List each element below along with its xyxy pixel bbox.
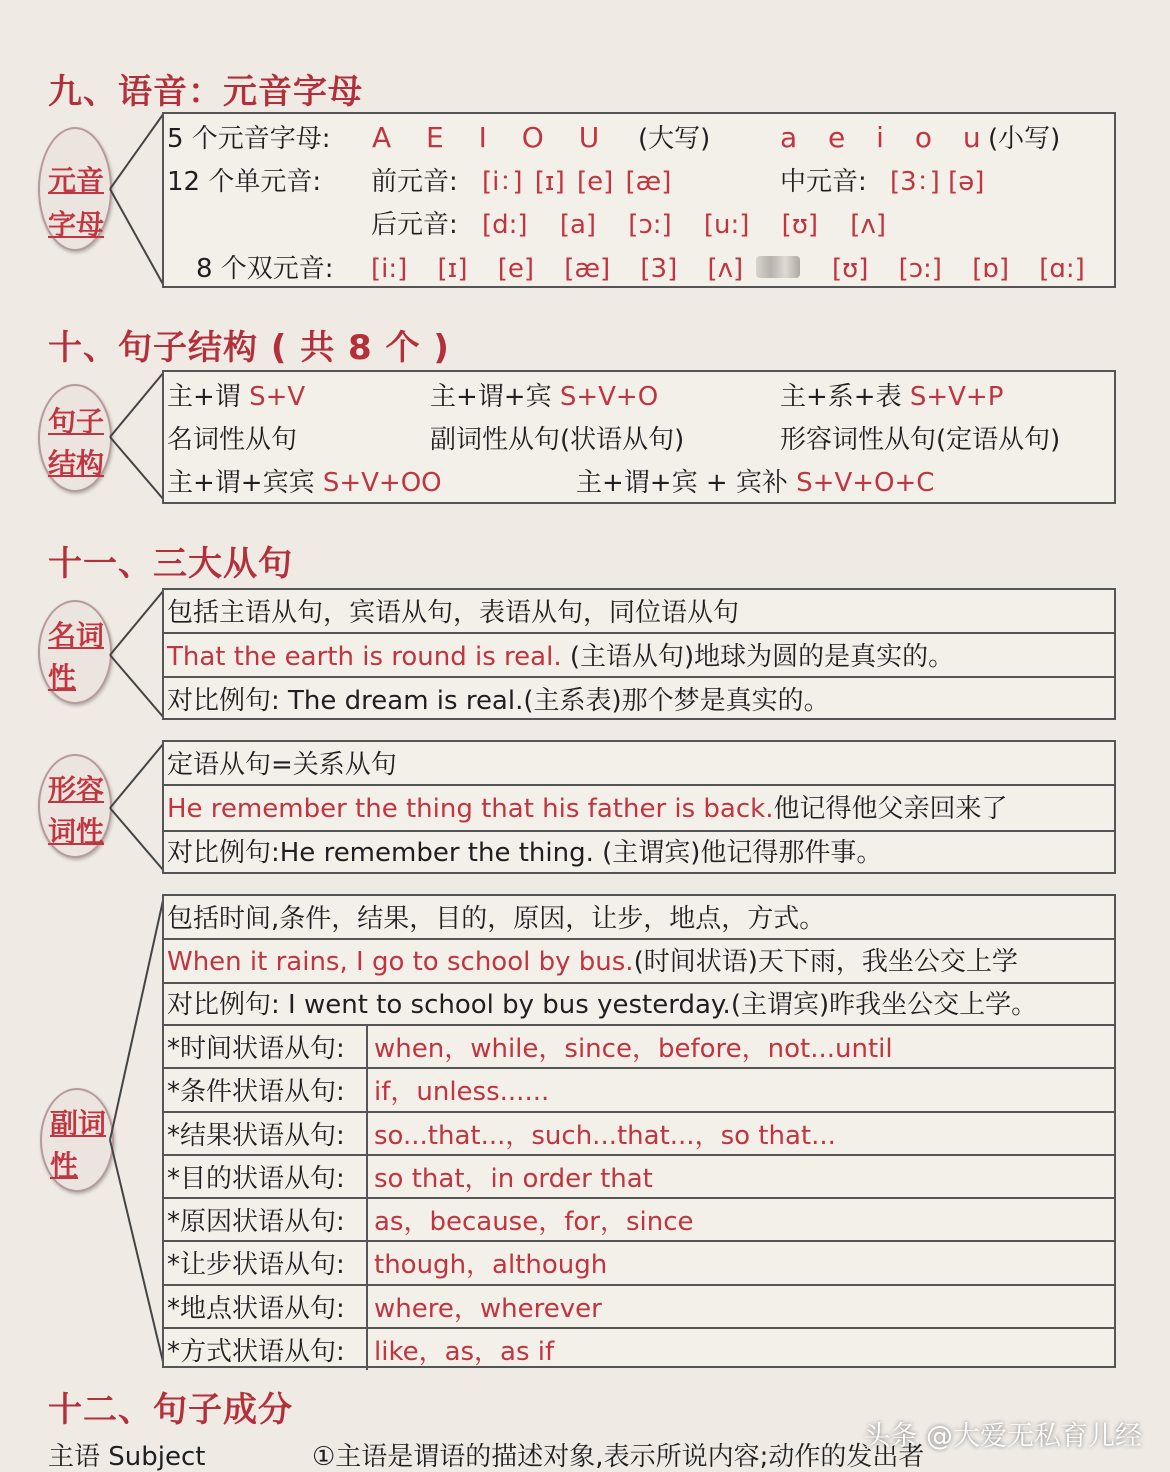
mid-vowel-label: 中元音: (780, 167, 867, 197)
conjunction-list: so...that...，such...that...，so that... (374, 1120, 836, 1151)
adverbial-clause-label: 副词性从句(状语从句) (430, 425, 685, 455)
column-divider (366, 1286, 368, 1327)
attributive-clause-label: 形容词性从句(定语从句) (780, 425, 1061, 455)
conjunction-list: when，while，since，before，not...until (374, 1034, 893, 1064)
adverbial-conjunction-table (164, 1024, 1114, 1366)
column-divider (366, 1242, 368, 1283)
adjective-clause-contrast: 对比例句:He remember the thing. (主谓宾)他记得那件事。 (167, 838, 883, 868)
row-divider (164, 632, 1114, 634)
bubble-sentence-structure (38, 384, 112, 492)
bubble-vowel-letters (38, 127, 112, 251)
sentence-structure-box (162, 370, 1116, 504)
table-row (164, 1240, 1114, 1283)
clause-type-label: *条件状语从句: (167, 1077, 345, 1108)
row-divider (164, 784, 1114, 786)
column-divider (366, 1113, 368, 1154)
adverbial-clause-box (162, 894, 1116, 1368)
formula-svo: S+V+O (559, 382, 659, 412)
bubble-text: 性 (48, 661, 77, 694)
adjective-clause-def: 定语从句=关系从句 (167, 750, 397, 780)
pattern-svo: 主+谓+宾 (430, 382, 552, 412)
back-vowel-label: 后元音: (371, 210, 458, 240)
conjunction-list: as，because，for，since (374, 1207, 694, 1237)
noun-clause-contrast: 对比例句: The dream is real.(主系表)那个梦是真实的。 (167, 686, 830, 716)
subject-label: 主语 Subject (48, 1442, 206, 1472)
bubble-text: 结构 (48, 447, 105, 480)
mid-vowels: [3：] [ə] (890, 167, 985, 197)
section-9-title: 九、语音：元音字母 (48, 72, 363, 112)
adjective-clause-example-en: He remember the thing that his father is back. (167, 794, 774, 824)
back-vowels: [d:] [a] [ɔ:] [u:] [ʊ] [ʌ] (482, 210, 886, 240)
adjective-clause-example-cn: 他记得他父亲回来了 (773, 794, 1008, 824)
row-divider (164, 676, 1114, 678)
noun-clause-example-cn: (主语从句)地球为圆的是真实的。 (561, 642, 955, 672)
adverbial-clause-example-en: When it rains, I go to school by bus. (167, 947, 634, 977)
diphthongs-2: [ʊ] [ɔ:] [ɒ] [ɑ:] (832, 254, 1085, 284)
column-divider (366, 1329, 368, 1370)
pattern-svp: 主+系+表 (780, 382, 902, 412)
conjunction-list: where，wherever (374, 1293, 602, 1324)
adverbial-clause-example-cn: (时间状语)天下雨，我坐公交上学 (633, 947, 1018, 977)
diphthongs: [i:] [ɪ] [e] [æ] [3] [ʌ] (371, 254, 744, 284)
table-row (164, 1197, 1114, 1240)
bubble-text: 句子 (48, 405, 105, 438)
clause-type-label: *方式状语从句: (167, 1336, 345, 1367)
formula-svoo: S+V+OO (322, 468, 442, 498)
pattern-svoc: 主+谓+宾 + 宾补 (576, 468, 788, 498)
bracket-connector (108, 0, 168, 1380)
formula-sv: S+V (249, 382, 306, 412)
formula-svoc: S+V+O+C (796, 468, 935, 498)
vowel-box (162, 112, 1116, 288)
bubble-adverbial-clause (40, 1088, 114, 1192)
uppercase-vowels: A E I O U (372, 121, 600, 154)
column-divider (366, 1156, 368, 1197)
section-10-title: 十、句子结构 ( 共 8 个 ) (48, 328, 450, 368)
conjunction-list: like，as，as if (374, 1336, 555, 1367)
column-divider (366, 1199, 368, 1240)
five-vowels-label: 5 个元音字母: (167, 124, 331, 154)
clause-type-label: *地点状语从句: (167, 1293, 345, 1324)
front-vowel-label: 前元音: (371, 167, 458, 197)
uppercase-note: (大写) (638, 124, 711, 154)
row-divider (164, 982, 1114, 984)
bubble-text: 词性 (48, 815, 105, 848)
column-divider (366, 1026, 368, 1067)
front-vowels: [i：] [ɪ] [e] [æ] (482, 167, 672, 197)
conjunction-list: so that，in order that (374, 1163, 653, 1194)
adjective-clause-box (162, 740, 1116, 874)
row-divider (164, 938, 1114, 940)
conjunction-list: though，although (374, 1250, 608, 1281)
clause-type-label: *目的状语从句: (167, 1163, 345, 1194)
monophthong-label: 12 个单元音: (167, 167, 322, 197)
table-row (164, 1327, 1114, 1370)
bubble-text: 元音 (48, 164, 105, 197)
pattern-sv: 主+谓 (167, 382, 241, 412)
pattern-svoo: 主+谓+宾宾 (167, 468, 315, 498)
table-row (164, 1024, 1114, 1067)
bubble-adjective-clause (38, 754, 112, 858)
column-divider (366, 1069, 368, 1110)
noun-clause-label: 名词性从句 (167, 425, 298, 455)
noun-clause-box (162, 588, 1116, 720)
clause-type-label: *时间状语从句: (167, 1034, 345, 1064)
table-row (164, 1111, 1114, 1154)
bubble-text: 字母 (48, 208, 105, 241)
adverbial-clause-contrast: 对比例句: I went to school by bus yesterday.(主谓宾)昨我坐公交上学。 (167, 990, 1038, 1020)
noun-clause-types: 包括主语从句，宾语从句，表语从句，同位语从句 (167, 598, 740, 628)
clause-type-label: *原因状语从句: (167, 1207, 345, 1237)
clause-type-label: *结果状语从句: (167, 1120, 345, 1151)
bubble-noun-clause (38, 600, 112, 704)
blurred-mark (756, 256, 800, 278)
lowercase-vowels: a e i o u (780, 121, 981, 154)
bubble-text: 副词 (50, 1107, 107, 1140)
row-divider (164, 830, 1114, 832)
clause-type-label: *让步状语从句: (167, 1250, 345, 1281)
noun-clause-example-en: That the earth is round is real. (167, 642, 562, 672)
watermark: 头条 @大爱无私育儿经 (863, 1421, 1142, 1452)
bubble-text: 形容 (48, 773, 105, 806)
subject-description: ①主语是谓语的描述对象,表示所说内容;动作的发出者 (312, 1442, 925, 1472)
lowercase-note: (小写) (988, 124, 1061, 154)
table-row (164, 1067, 1114, 1110)
bubble-text: 性 (50, 1149, 79, 1182)
formula-svp: S+V+P (909, 382, 1004, 412)
table-row (164, 1154, 1114, 1197)
table-row (164, 1284, 1114, 1327)
adverbial-clause-types: 包括时间,条件，结果，目的，原因，让步，地点，方式。 (167, 904, 826, 934)
diphthong-label: 8 个双元音: (196, 254, 334, 284)
conjunction-list: if，unless...... (374, 1077, 550, 1108)
section-12-title: 十二、句子成分 (48, 1390, 293, 1430)
bubble-text: 名词 (48, 619, 105, 652)
section-11-title: 十一、三大从句 (48, 544, 293, 584)
